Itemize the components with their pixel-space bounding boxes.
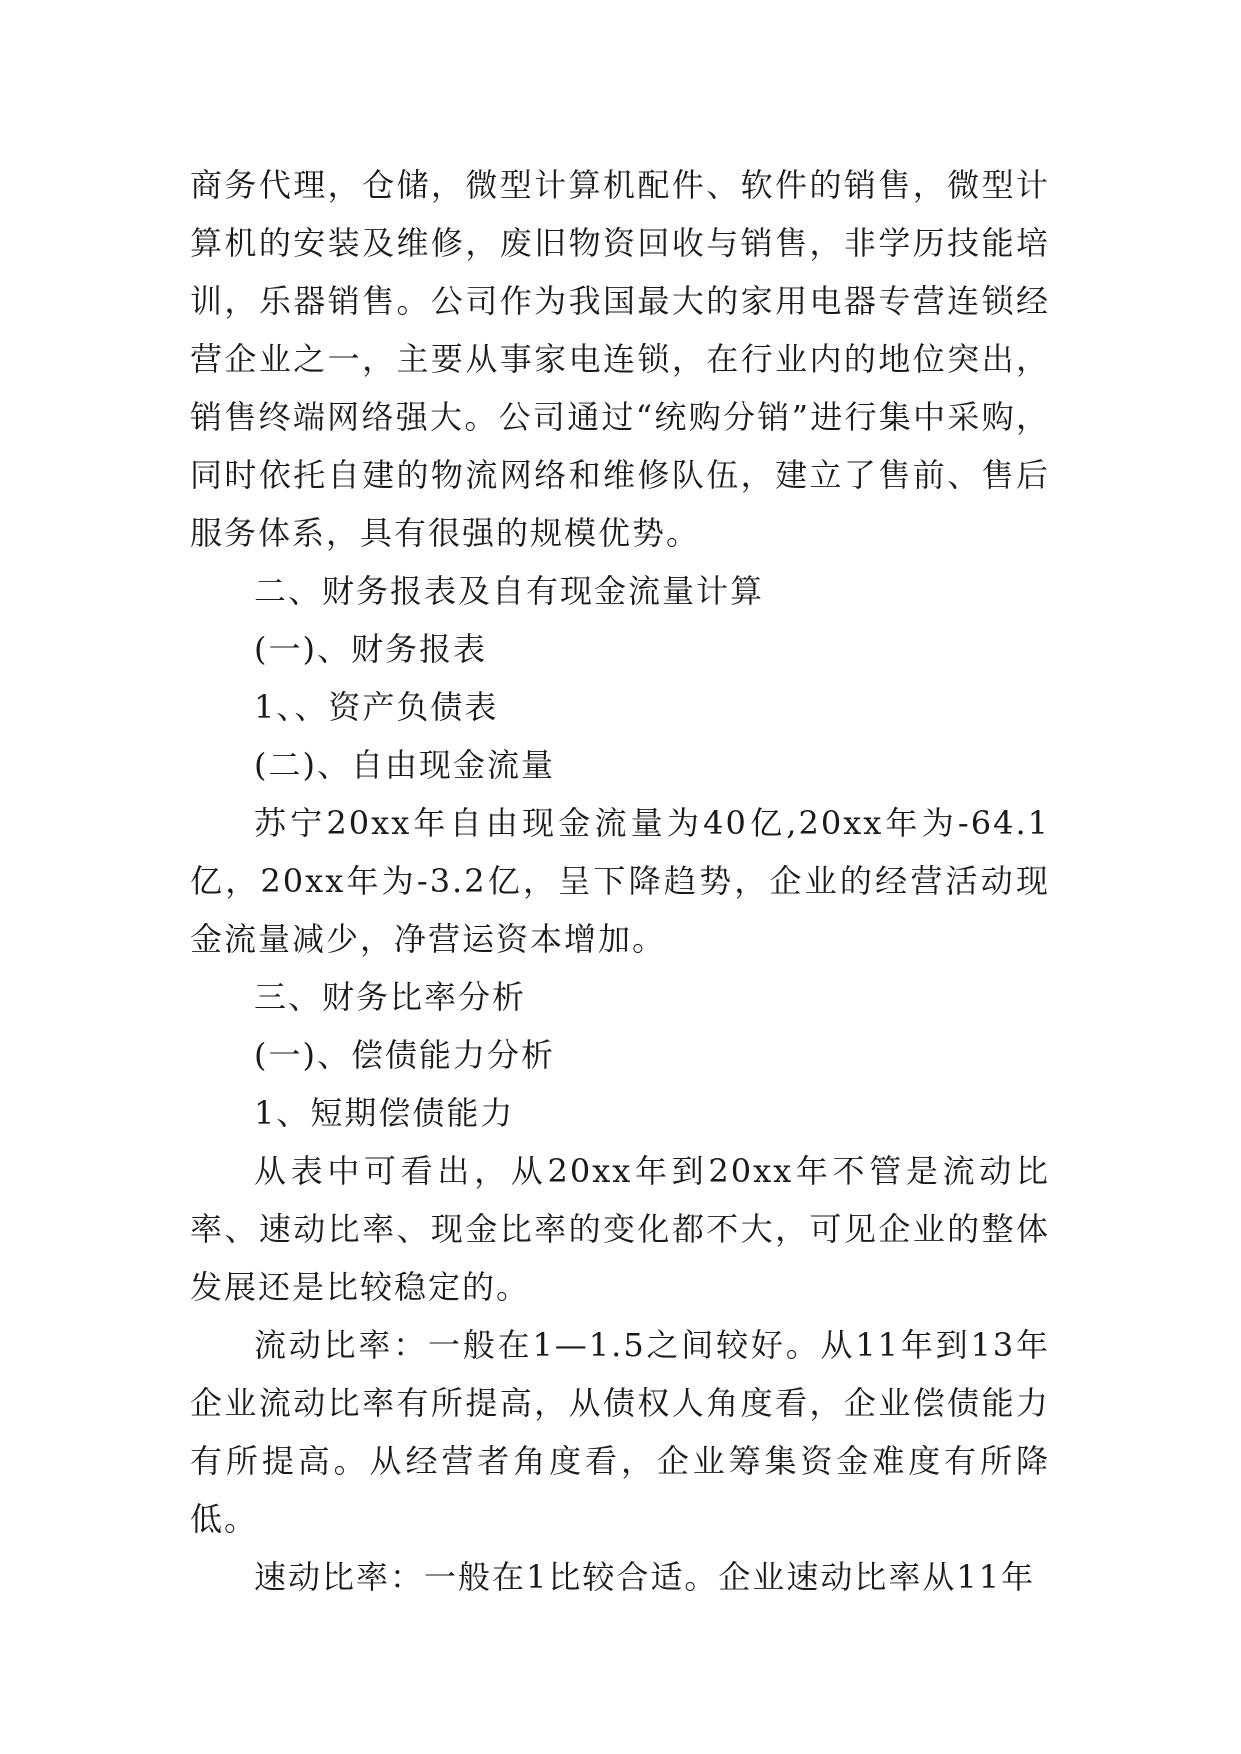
heading-financial-statements-cash-flow: 二、财务报表及自有现金流量计算 [254,572,765,610]
subheading-short-term-solvency: 1、短期偿债能力 [254,1094,515,1132]
paragraph-ratio-overview: 从表中可看出，从20xx年到20xx年不管是流动比率、速动比率、现金比率的变化都不大，可见企业的整体发展还是比较稳定的。 [190,1152,1050,1306]
subheading-financial-statements: (一)、财务报表 [254,630,487,668]
subheading-free-cash-flow: (二)、自由现金流量 [254,746,555,784]
document-body [190,156,1050,1606]
subheading-solvency-analysis: (一)、偿债能力分析 [254,1036,555,1074]
subheading-balance-sheet: 1、、资产负债表 [254,688,499,726]
paragraph-quick-ratio: 速动比率：一般在1比较合适。企业速动比率从11年 [254,1558,1036,1596]
paragraph-current-ratio: 流动比率：一般在1—1.5之间较好。从11年到13年企业流动比率有所提高，从债权人角度看，企业偿债能力有所提高。从经营者角度看，企业筹集资金难度有所降低。 [190,1326,1050,1538]
paragraph-free-cash-flow: 苏宁20xx年自由现金流量为40亿,20xx年为-64.1亿，20xx年为-3.2亿，呈下降趋势，企业的经营活动现金流量减少，净营运资本增加。 [190,804,1050,958]
paragraph-company-business: 商务代理，仓储，微型计算机配件、软件的销售，微型计算机的安装及维修，废旧物资回收与销售，非学历技能培训，乐器销售。公司作为我国最大的家用电器专营连锁经营企业之一，主要从事家电连锁，在行业内的地位突出，销售终端网络强大。公司通过“统购分销”进行集中采购，同时依托自建的物流网络和维修队伍，建立了售前、售后服务体系，具有很强的规模优势。 [190,166,1050,552]
heading-ratio-analysis: 三、财务比率分析 [254,978,527,1016]
